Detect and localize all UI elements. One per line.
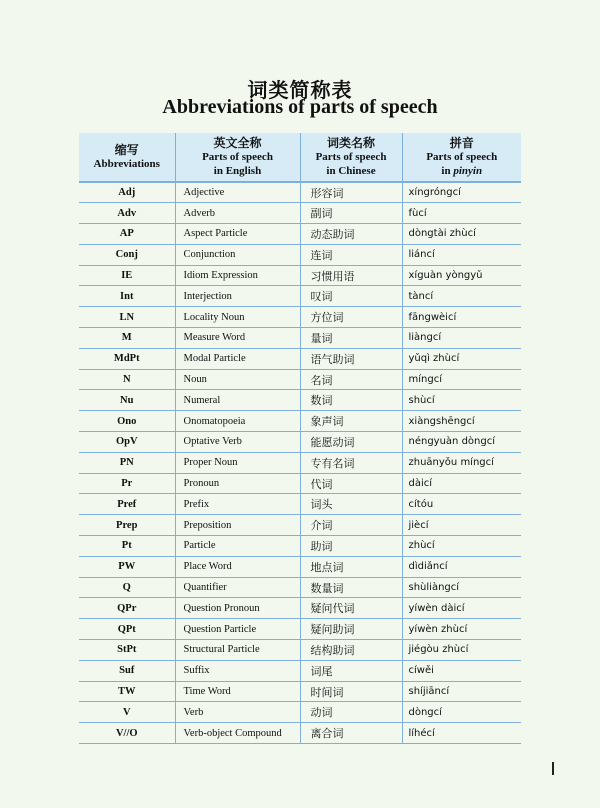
table-row [79,536,521,557]
header-chinese [300,133,402,182]
cell-english: Pronoun [175,473,300,494]
cell-chinese: 量词 [300,328,402,349]
table-row [79,203,521,224]
cell-pinyin: liáncí [402,244,521,265]
page-title-english: Abbreviations of parts of speech [162,96,438,118]
cell-abbreviation: Suf [79,660,175,681]
cell-chinese: 形容词 [300,182,402,203]
table-row [79,224,521,245]
header-eng-en2: in English [213,165,262,177]
cell-english: Verb [175,702,300,723]
cell-chinese: 方位词 [300,307,402,328]
cell-english: Particle [175,536,300,557]
cell-pinyin: dàicí [402,473,521,494]
cell-chinese: 数量词 [300,577,402,598]
cell-abbreviation: IE [79,265,175,286]
cell-chinese: 能愿动词 [300,432,402,453]
cell-pinyin: liàngcí [402,328,521,349]
cell-abbreviation: AP [79,224,175,245]
cell-chinese: 离合词 [300,723,402,744]
cell-chinese: 代词 [300,473,402,494]
table-row [79,411,521,432]
cell-pinyin: fāngwèicí [402,307,521,328]
cell-pinyin: xiàngshēngcí [402,411,521,432]
cell-pinyin: shùliàngcí [402,577,521,598]
cell-chinese: 疑问助词 [300,619,402,640]
table-row [79,286,521,307]
cell-abbreviation: V//O [79,723,175,744]
table-row [79,577,521,598]
cell-english: Prefix [175,494,300,515]
cell-pinyin: cíwěi [402,660,521,681]
cell-abbreviation: StPt [79,640,175,661]
table-row [79,244,521,265]
table-row [79,452,521,473]
cell-pinyin: jiècí [402,515,521,536]
cell-english: Numeral [175,390,300,411]
cell-chinese: 名词 [300,369,402,390]
page-edge-mark [552,762,554,775]
cell-english: Conjunction [175,244,300,265]
cell-abbreviation: QPr [79,598,175,619]
table-row [79,328,521,349]
cell-english: Optative Verb [175,432,300,453]
cell-english: Idiom Expression [175,265,300,286]
cell-abbreviation: Prep [79,515,175,536]
cell-abbreviation: V [79,702,175,723]
table-header [79,133,521,182]
cell-abbreviation: Pt [79,536,175,557]
table-row [79,723,521,744]
cell-pinyin: líhécí [402,723,521,744]
cell-english: Adjective [175,182,300,203]
cell-abbreviation: TW [79,681,175,702]
cell-chinese: 疑问代词 [300,598,402,619]
cell-pinyin: dìdiǎncí [402,556,521,577]
cell-abbreviation: Nu [79,390,175,411]
cell-chinese: 地点词 [300,556,402,577]
cell-english: Verb-object Compound [175,723,300,744]
cell-abbreviation: OpV [79,432,175,453]
cell-english: Structural Particle [175,640,300,661]
cell-abbreviation: M [79,328,175,349]
cell-chinese: 专有名词 [300,452,402,473]
cell-english: Noun [175,369,300,390]
cell-chinese: 副词 [300,203,402,224]
cell-english: Time Word [175,681,300,702]
header-pin-en2a: in [441,165,454,177]
cell-pinyin: zhùcí [402,536,521,557]
table-row [79,702,521,723]
cell-english: Question Particle [175,619,300,640]
table-row [79,619,521,640]
cell-chinese: 词尾 [300,660,402,681]
header-abbr-cn: 缩写 [114,143,139,157]
cell-english: Proper Noun [175,452,300,473]
cell-english: Modal Particle [175,348,300,369]
header-pin-cn: 拼音 [449,136,474,150]
header-pin-en2b: pinyin [453,165,483,177]
table-row [79,473,521,494]
header-chi-cn: 词类名称 [326,136,375,150]
cell-abbreviation: Ono [79,411,175,432]
cell-pinyin: tàncí [402,286,521,307]
cell-pinyin: cítóu [402,494,521,515]
cell-english: Locality Noun [175,307,300,328]
cell-pinyin: dòngtài zhùcí [402,224,521,245]
header-abbr-en: Abbreviations [93,158,160,170]
cell-chinese: 象声词 [300,411,402,432]
cell-pinyin: zhuānyǒu míngcí [402,452,521,473]
cell-chinese: 动词 [300,702,402,723]
header-abbreviations [79,133,175,182]
table-row [79,494,521,515]
header-eng-en1: Parts of speech [202,151,273,163]
table-row [79,598,521,619]
cell-abbreviation: Adv [79,203,175,224]
cell-chinese: 语气助词 [300,348,402,369]
abbreviations-table [79,133,521,744]
table-row [79,348,521,369]
cell-chinese: 时间词 [300,681,402,702]
cell-abbreviation: PW [79,556,175,577]
cell-english: Question Pronoun [175,598,300,619]
cell-pinyin: yíwèn dàicí [402,598,521,619]
cell-chinese: 动态助词 [300,224,402,245]
header-pin-en1: Parts of speech [426,151,498,163]
cell-pinyin: míngcí [402,369,521,390]
cell-pinyin: fùcí [402,203,521,224]
cell-english: Quantifier [175,577,300,598]
cell-abbreviation: N [79,369,175,390]
cell-abbreviation: QPt [79,619,175,640]
table-row [79,640,521,661]
table-row [79,307,521,328]
cell-pinyin: yíwèn zhùcí [402,619,521,640]
cell-abbreviation: Adj [79,182,175,203]
cell-chinese: 习惯用语 [300,265,402,286]
table-row [79,515,521,536]
cell-english: Measure Word [175,328,300,349]
cell-english: Aspect Particle [175,224,300,245]
cell-pinyin: shíjiāncí [402,681,521,702]
table-row [79,556,521,577]
cell-chinese: 助词 [300,536,402,557]
cell-chinese: 叹词 [300,286,402,307]
header-eng-cn: 英文全称 [213,136,262,150]
page-title-chinese: 词类简称表 [247,78,353,102]
cell-abbreviation: Pr [79,473,175,494]
header-english [175,133,300,182]
table-row [79,390,521,411]
cell-pinyin: shùcí [402,390,521,411]
cell-english: Place Word [175,556,300,577]
cell-pinyin: xíngróngcí [402,182,521,203]
cell-chinese: 介词 [300,515,402,536]
header-pinyin [402,133,521,182]
cell-abbreviation: Pref [79,494,175,515]
cell-abbreviation: MdPt [79,348,175,369]
cell-pinyin: jiégòu zhùcí [402,640,521,661]
cell-abbreviation: LN [79,307,175,328]
cell-chinese: 连词 [300,244,402,265]
header-chi-en1: Parts of speech [315,151,387,163]
cell-english: Adverb [175,203,300,224]
table-row [79,432,521,453]
cell-pinyin: néngyuàn dòngcí [402,432,521,453]
header-pin-en2 [405,164,520,178]
cell-chinese: 数词 [300,390,402,411]
cell-pinyin: xíguàn yòngyǔ [402,265,521,286]
table-body [79,182,521,744]
cell-abbreviation: PN [79,452,175,473]
table-row [79,265,521,286]
table-row [79,369,521,390]
table-row [79,660,521,681]
cell-pinyin: yǔqì zhùcí [402,348,521,369]
cell-english: Onomatopoeia [175,411,300,432]
cell-abbreviation: Conj [79,244,175,265]
table-row [79,681,521,702]
cell-abbreviation: Int [79,286,175,307]
cell-pinyin: dòngcí [402,702,521,723]
cell-english: Interjection [175,286,300,307]
cell-chinese: 词头 [300,494,402,515]
cell-english: Suffix [175,660,300,681]
cell-english: Preposition [175,515,300,536]
table-row [79,182,521,203]
cell-chinese: 结构助词 [300,640,402,661]
header-chi-en2: in Chinese [326,165,376,177]
cell-abbreviation: Q [79,577,175,598]
